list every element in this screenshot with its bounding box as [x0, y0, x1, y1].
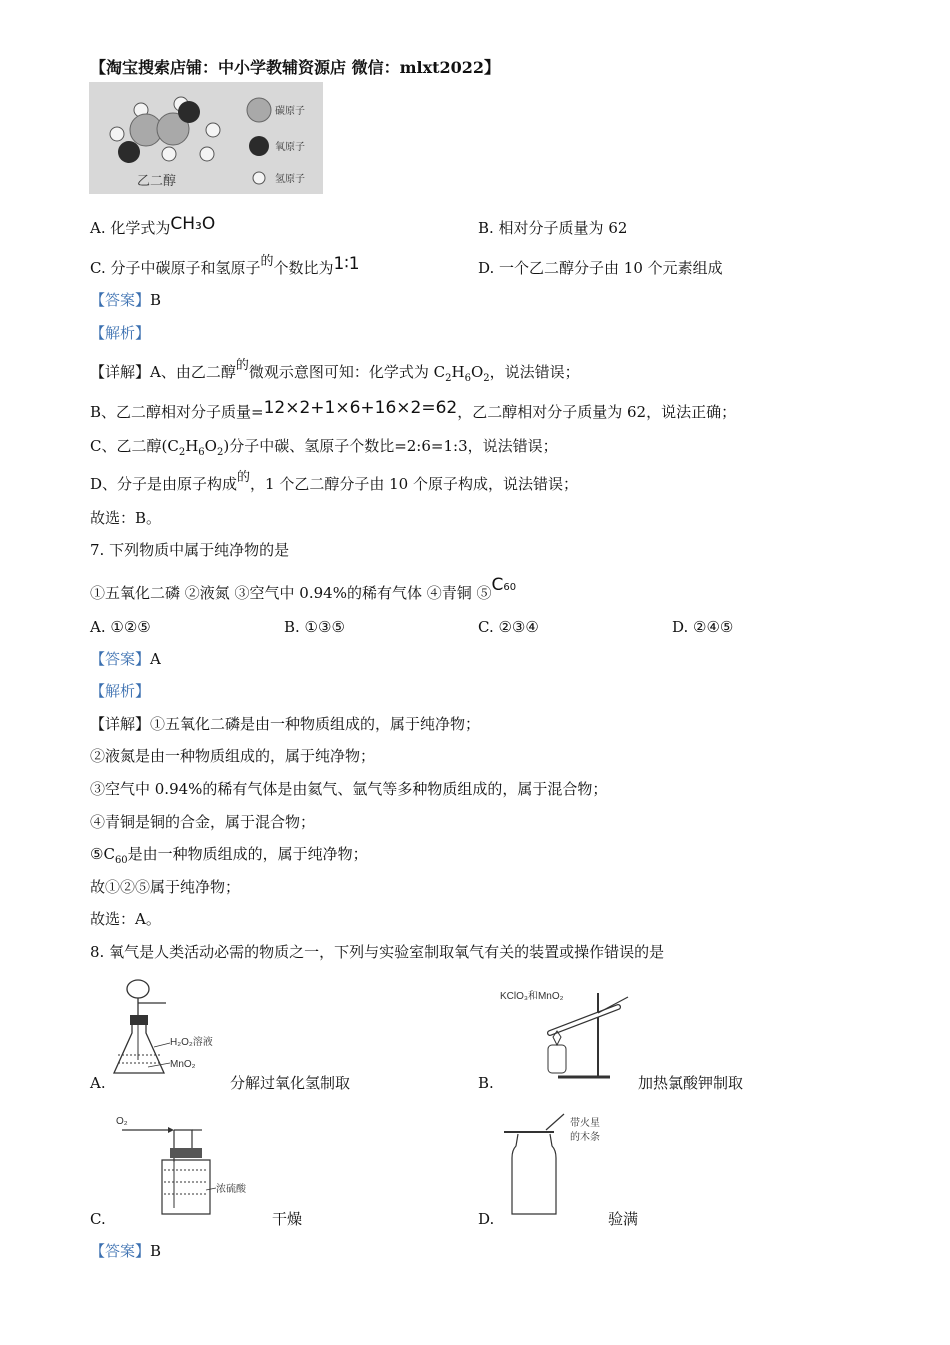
- q7-detail-2: ②液氮是由一种物质组成的，属于纯净物；: [90, 747, 376, 765]
- q6-analysis-label: 【解析】: [90, 324, 151, 342]
- q8-figure-c: [112, 1110, 252, 1222]
- q8-option-b-text: 加热氯酸钾制取: [638, 1074, 744, 1092]
- fig-a-label-1: H₂O₂溶液: [170, 1037, 213, 1048]
- q7-detail-5: $⑤C_{60}$是由一种物质组成的，属于纯净物；: [90, 845, 368, 866]
- q7-detail-6: 故①②⑤属于纯净物；: [90, 878, 241, 896]
- fig-c-label-2: 浓硫酸: [216, 1184, 246, 1195]
- legend-hydrogen: 氢原子: [275, 174, 305, 185]
- molecule-name: 乙二醇: [137, 173, 177, 188]
- q6-detail-d: D、分子是由原子构成的，1 个乙二醇分子由 10 个原子构成，说法错误；: [90, 470, 578, 493]
- q8-option-c-text: 干燥: [272, 1210, 303, 1228]
- q8-answer: 【答案】B: [90, 1242, 162, 1260]
- q7-conclusion: 故选：A。: [90, 910, 161, 928]
- q7-option-b: B. ①③⑤: [284, 618, 345, 636]
- page-header: 【淘宝搜索店铺：中小学教辅资源店 微信：mlxt2022】: [90, 58, 501, 77]
- q6-option-b: B. 相对分子质量为 62: [478, 219, 628, 237]
- q6-answer: 【答案】B: [90, 291, 162, 309]
- q8-figure-d: [500, 1110, 630, 1222]
- fig-b-label: KClO₃和MnO₂: [500, 991, 564, 1002]
- q7-stem: 7. 下列物质中属于纯净物的是: [90, 541, 290, 559]
- q7-option-a: A. ①②⑤: [90, 618, 151, 636]
- q8-option-d-label: D.: [478, 1210, 495, 1228]
- q6-optA-formula: CH₃O: [170, 214, 216, 234]
- q6-option-c: C. 分子中碳原子和氢原子的个数比为1∶1: [90, 254, 360, 277]
- q8-option-d-text: 验满: [608, 1210, 639, 1228]
- fig-d-label-2: 的木条: [570, 1132, 600, 1143]
- q7-items: ①五氧化二磷 ②液氮 ③空气中 0.94%的稀有气体 ④青铜 ⑤C60: [90, 575, 517, 602]
- fig-c-label-1: O₂: [116, 1116, 128, 1127]
- q6-detail-c: C、乙二醇$(C_2H_6O_2)$分子中碳、氢原子个数比=2:6=1:3，说法错误；: [90, 437, 558, 458]
- q8-figure-a: [108, 975, 238, 1085]
- q6-option-d: D. 一个乙二醇分子由 10 个元素组成: [478, 259, 723, 277]
- q7-detail-1: 【详解】①五氧化二磷是由一种物质组成的，属于纯净物；: [90, 715, 481, 733]
- q7-answer: 【答案】A: [90, 650, 161, 668]
- q6-option-a: A. 化学式为CH₃O: [90, 214, 216, 237]
- legend-oxygen: 氧原子: [275, 142, 305, 153]
- q7-detail-3: ③空气中 0.94%的稀有气体是由氦气、氩气等多种物质组成的，属于混合物；: [90, 780, 608, 798]
- q8-option-b-label: B.: [478, 1074, 494, 1092]
- q6-detail-a: 【详解】A、由乙二醇的微观示意图可知：化学式为 $C_2H_6O_2$，说法错误；: [90, 358, 580, 384]
- q7-option-d: D. ②④⑤: [672, 618, 734, 636]
- ethylene-glycol-figure: [89, 82, 323, 194]
- q6-detail-b: B、乙二醇相对分子质量=12×2+1×6+16×2=62，乙二醇相对分子质量为 62，说法正确；: [90, 398, 737, 421]
- q8-option-c-label: C.: [90, 1210, 106, 1228]
- q7-analysis-label: 【解析】: [90, 682, 151, 700]
- q6-conclusion: 故选：B。: [90, 509, 162, 527]
- q8-option-a-text: 分解过氧化氢制取: [230, 1074, 351, 1092]
- q7-detail-4: ④青铜是铜的合金，属于混合物；: [90, 813, 316, 831]
- q8-figure-b: [498, 985, 638, 1085]
- q7-option-c: C. ②③④: [478, 618, 539, 636]
- q8-stem: 8. 氧气是人类活动必需的物质之一，下列与实验室制取氧气有关的装置或操作错误的是: [90, 943, 665, 961]
- q8-option-a-label: A.: [90, 1074, 106, 1092]
- fig-a-label-2: MnO₂: [170, 1059, 196, 1070]
- fig-d-label-1: 带火星: [570, 1118, 600, 1129]
- legend-carbon: 碳原子: [275, 106, 305, 117]
